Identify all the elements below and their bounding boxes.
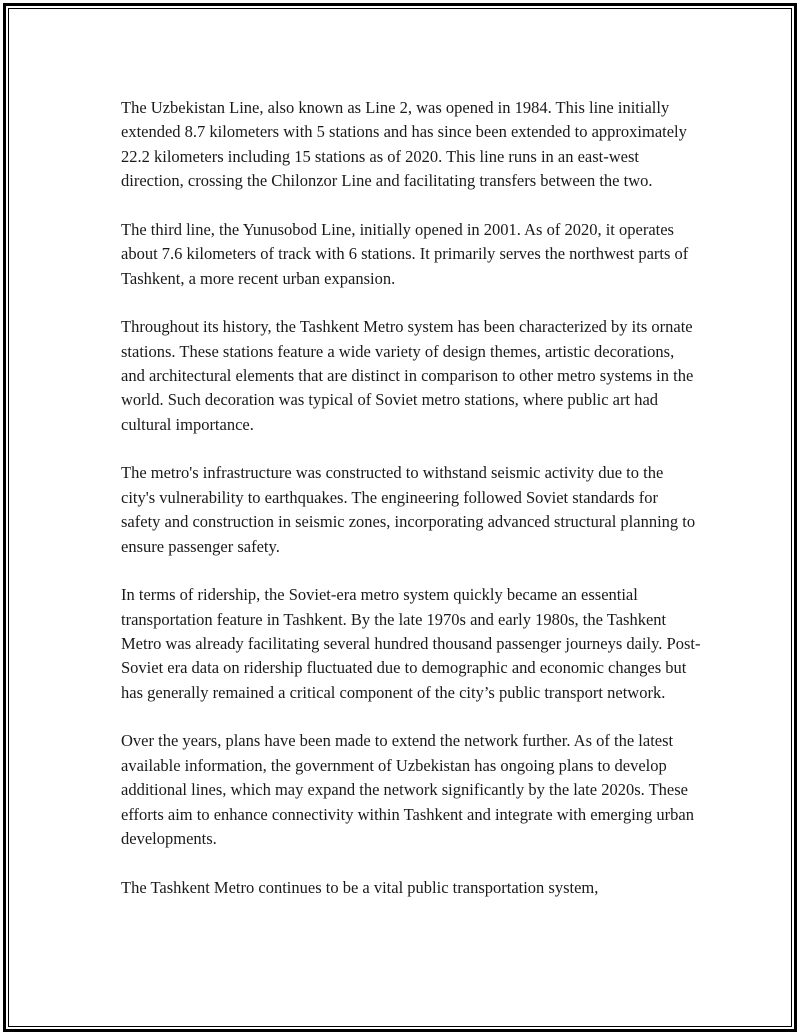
paragraph-ridership: In terms of ridership, the Soviet-era metro system quickly became an essential transportation feature in Tashkent. By the late 1970s and early 1980s, the Tashkent Metro was already facilitating several hundred thousand passenger journeys daily. Post-Soviet era data on ridership fluctuated due to demographic and economic changes but has generally remained a critical component of the city’s public transport network. xyxy=(121,585,701,702)
paragraph-yunusobod-line: The third line, the Yunusobod Line, initially opened in 2001. As of 2020, it operates about 7.6 kilometers of track with 6 stations. It primarily serves the northwest parts of Tashkent, a more recent urban expansion. xyxy=(121,219,689,288)
paragraph-uzbekistan-line: The Uzbekistan Line, also known as Line 2, was opened in 1984. This line initially extended 8.7 kilometers with 5 stations and has since been extended to approximately 22.2 kilometers including 15 stations as of 2020. This line runs in an east-west direction, crossing the Chilonzor Line and facilitating transfers between the two. xyxy=(121,98,687,191)
paragraph-conclusion: The Tashkent Metro continues to be a vital public transportation system, xyxy=(121,877,599,897)
paragraph-expansion-plans: Over the years, plans have been made to extend the network further. As of the latest available information, the government of Uzbekistan has ongoing plans to develop additional lines, which may expand the network significantly by the late 2020s. These efforts aim to enhance connectivity within Tashkent and integrate with emerging urban developments. xyxy=(121,731,694,849)
paragraph-seismic-infrastructure: The metro's infrastructure was constructed to withstand seismic activity due to the city's vulnerability to earthquakes. The engineering followed Soviet standards for safety and construction in seismic zones, incorporating advanced structural planning to ensure passenger safety. xyxy=(121,463,696,556)
page-border-frame xyxy=(3,3,797,1032)
document-body xyxy=(121,96,701,924)
paragraph-ornate-stations: Throughout its history, the Tashkent Metro system has been characterized by its ornate stations. These stations feature a wide variety of design themes, artistic decorations, and architectural elements that are distinct in comparison to other metro systems in the world. Such decoration was typical of Soviet metro stations, where public art had cultural importance. xyxy=(121,317,694,434)
